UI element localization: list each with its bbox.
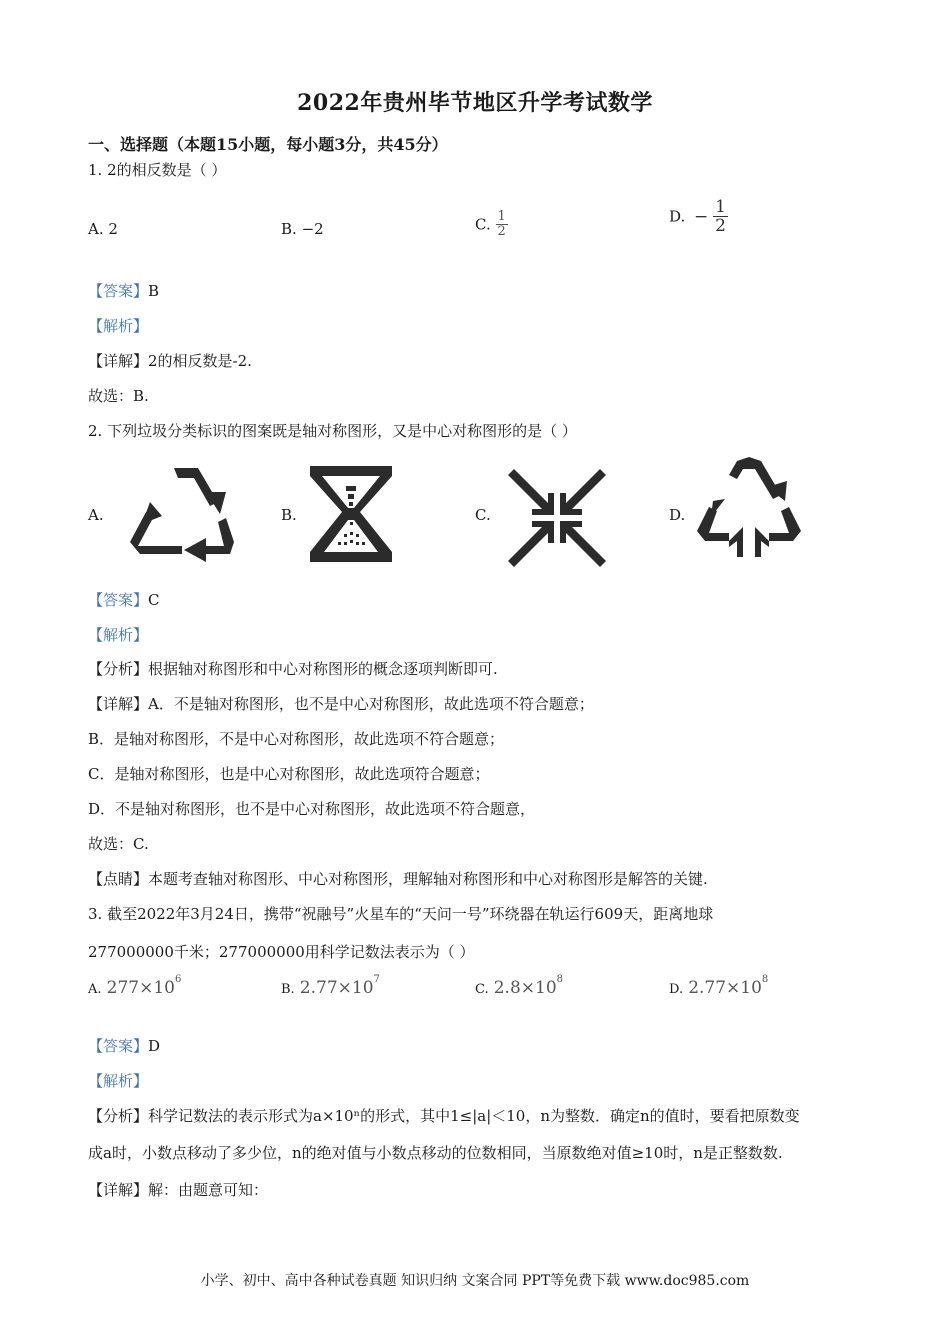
hourglass-icon [308, 464, 394, 564]
q3-option-a-value [106, 974, 182, 998]
q1-option-d-denominator: 2 [715, 216, 726, 236]
inward-arrows-icon [508, 469, 606, 567]
q1-option-b-value: −2 [301, 220, 324, 238]
q1-answer-value: B [148, 282, 160, 300]
q3-answer-tag: 【答案】 [88, 1037, 149, 1055]
q3-option-d-base: 2.77×10 [688, 978, 762, 998]
q3-option-b [281, 974, 380, 998]
q2-answer-value: C [148, 591, 160, 609]
q3-option-a-exponent: 6 [174, 974, 182, 986]
q1-option-a [88, 220, 118, 238]
q3-option-c-label: C. [475, 982, 489, 997]
q2-option-b-label: B. [281, 506, 297, 524]
q2-answer-tag: 【答案】 [88, 591, 149, 609]
q2-detail-a: 【详解】A．不是轴对称图形，也不是中心对称图形，故此选项不符合题意； [88, 695, 594, 713]
q3-fenxi-line2: 成a时，小数点移动了多少位，n的绝对值与小数点移动的位数相同，当原数绝对值≥10时，n是正整数数. [88, 1144, 783, 1162]
q3-fenxi-line1: 【分析】科学记数法的表示形式为a×10ⁿ的形式，其中1≤|a|＜10，n为整数．确定n的值时，要看把原数变 [88, 1107, 800, 1125]
q1-answer-tag: 【答案】 [88, 282, 149, 300]
q2-answer [88, 590, 160, 610]
q3-option-d [669, 974, 769, 998]
q3-option-a-base: 277×10 [106, 978, 175, 998]
q1-stem: 1. 2的相反数是（ ） [88, 161, 227, 179]
q3-option-d-label: D. [669, 982, 684, 997]
q1-option-d [669, 198, 728, 235]
q1-detail: 【详解】2的相反数是-2. [88, 352, 252, 370]
q2-detail-b: B．是轴对称图形，不是中心对称图形，故此选项不符合题意； [88, 730, 505, 748]
q1-option-c-label: C. [475, 215, 491, 234]
q3-option-c-exponent: 8 [556, 974, 564, 986]
q3-option-b-label: B. [281, 982, 295, 997]
q3-option-d-value [688, 974, 769, 998]
q3-option-d-exponent: 8 [761, 974, 769, 986]
q1-option-d-fraction [713, 198, 728, 235]
q3-option-c-base: 2.8×10 [493, 978, 557, 998]
q2-analysis-tag: 【解析】 [88, 626, 149, 644]
q2-option-c-label: C. [475, 506, 491, 524]
q2-fenxi: 【分析】根据轴对称图形和中心对称图形的概念逐项判断即可. [88, 660, 498, 678]
q1-analysis-tag: 【解析】 [88, 317, 149, 335]
q1-option-c [475, 210, 508, 239]
q1-option-c-denominator: 2 [497, 224, 506, 239]
q2-stem: 2. 下列垃圾分类标识的图案既是轴对称图形，又是中心对称图形的是（ ） [88, 422, 577, 440]
q1-option-c-numerator: 1 [497, 209, 506, 224]
q3-answer-value: D [148, 1037, 161, 1055]
q3-option-b-value [299, 974, 380, 998]
q2-option-a-label: A. [88, 506, 104, 524]
q3-stem-line2: 277000000千米；277000000用科学记数法表示为（ ） [88, 943, 475, 961]
recycle-triangle-icon [122, 462, 236, 562]
q1-option-d-numerator: 1 [715, 197, 726, 217]
q2-detail-d: D．不是轴对称图形，也不是中心对称图形，故此选项不符合题意， [88, 800, 536, 818]
page-title: 2022年贵州毕节地区升学考试数学 [297, 90, 653, 116]
q3-option-a-label: A. [88, 982, 102, 997]
q1-option-d-sign: − [694, 206, 709, 227]
q1-option-b-label: B. [281, 220, 297, 238]
q1-option-a-value: 2 [108, 220, 118, 238]
q3-detail: 【详解】解：由题意可知： [88, 1181, 269, 1199]
q1-option-a-label: A. [88, 220, 104, 238]
page-footer: 小学、初中、高中各种试卷真题 知识归纳 文案合同 PPT等免费下载 www.doc985.com [200, 1273, 750, 1289]
q1-choose: 故选：B. [88, 387, 149, 405]
q3-analysis-tag: 【解析】 [88, 1072, 149, 1090]
q3-answer [88, 1036, 160, 1056]
q1-answer [88, 281, 159, 301]
q3-stem-line1: 3. 截至2022年3月24日，携带“祝融号”火星车的“天问一号”环绕器在轨运行609天，距离地球 [88, 905, 714, 923]
q3-option-b-base: 2.77×10 [299, 978, 374, 998]
q1-option-d-label: D. [669, 207, 686, 226]
q3-option-c-value [493, 974, 564, 998]
q3-option-b-exponent: 7 [373, 974, 380, 986]
q1-option-c-fraction [496, 210, 508, 239]
q2-option-d-label: D. [669, 506, 686, 524]
q2-detail-c: C．是轴对称图形，也是中心对称图形，故此选项符合题意； [88, 765, 490, 783]
q2-dianjing: 【点睛】本题考查轴对称图形、中心对称图形，理解轴对称图形和中心对称图形是解答的关键. [88, 870, 708, 888]
section-heading: 一、选择题（本题15小题，每小题3分，共45分） [88, 135, 448, 154]
q1-option-b [281, 220, 324, 238]
recycle-chevron-icon [697, 457, 801, 557]
q3-option-a [88, 974, 182, 998]
q3-option-c [475, 974, 564, 998]
q2-choose: 故选：C. [88, 835, 149, 853]
